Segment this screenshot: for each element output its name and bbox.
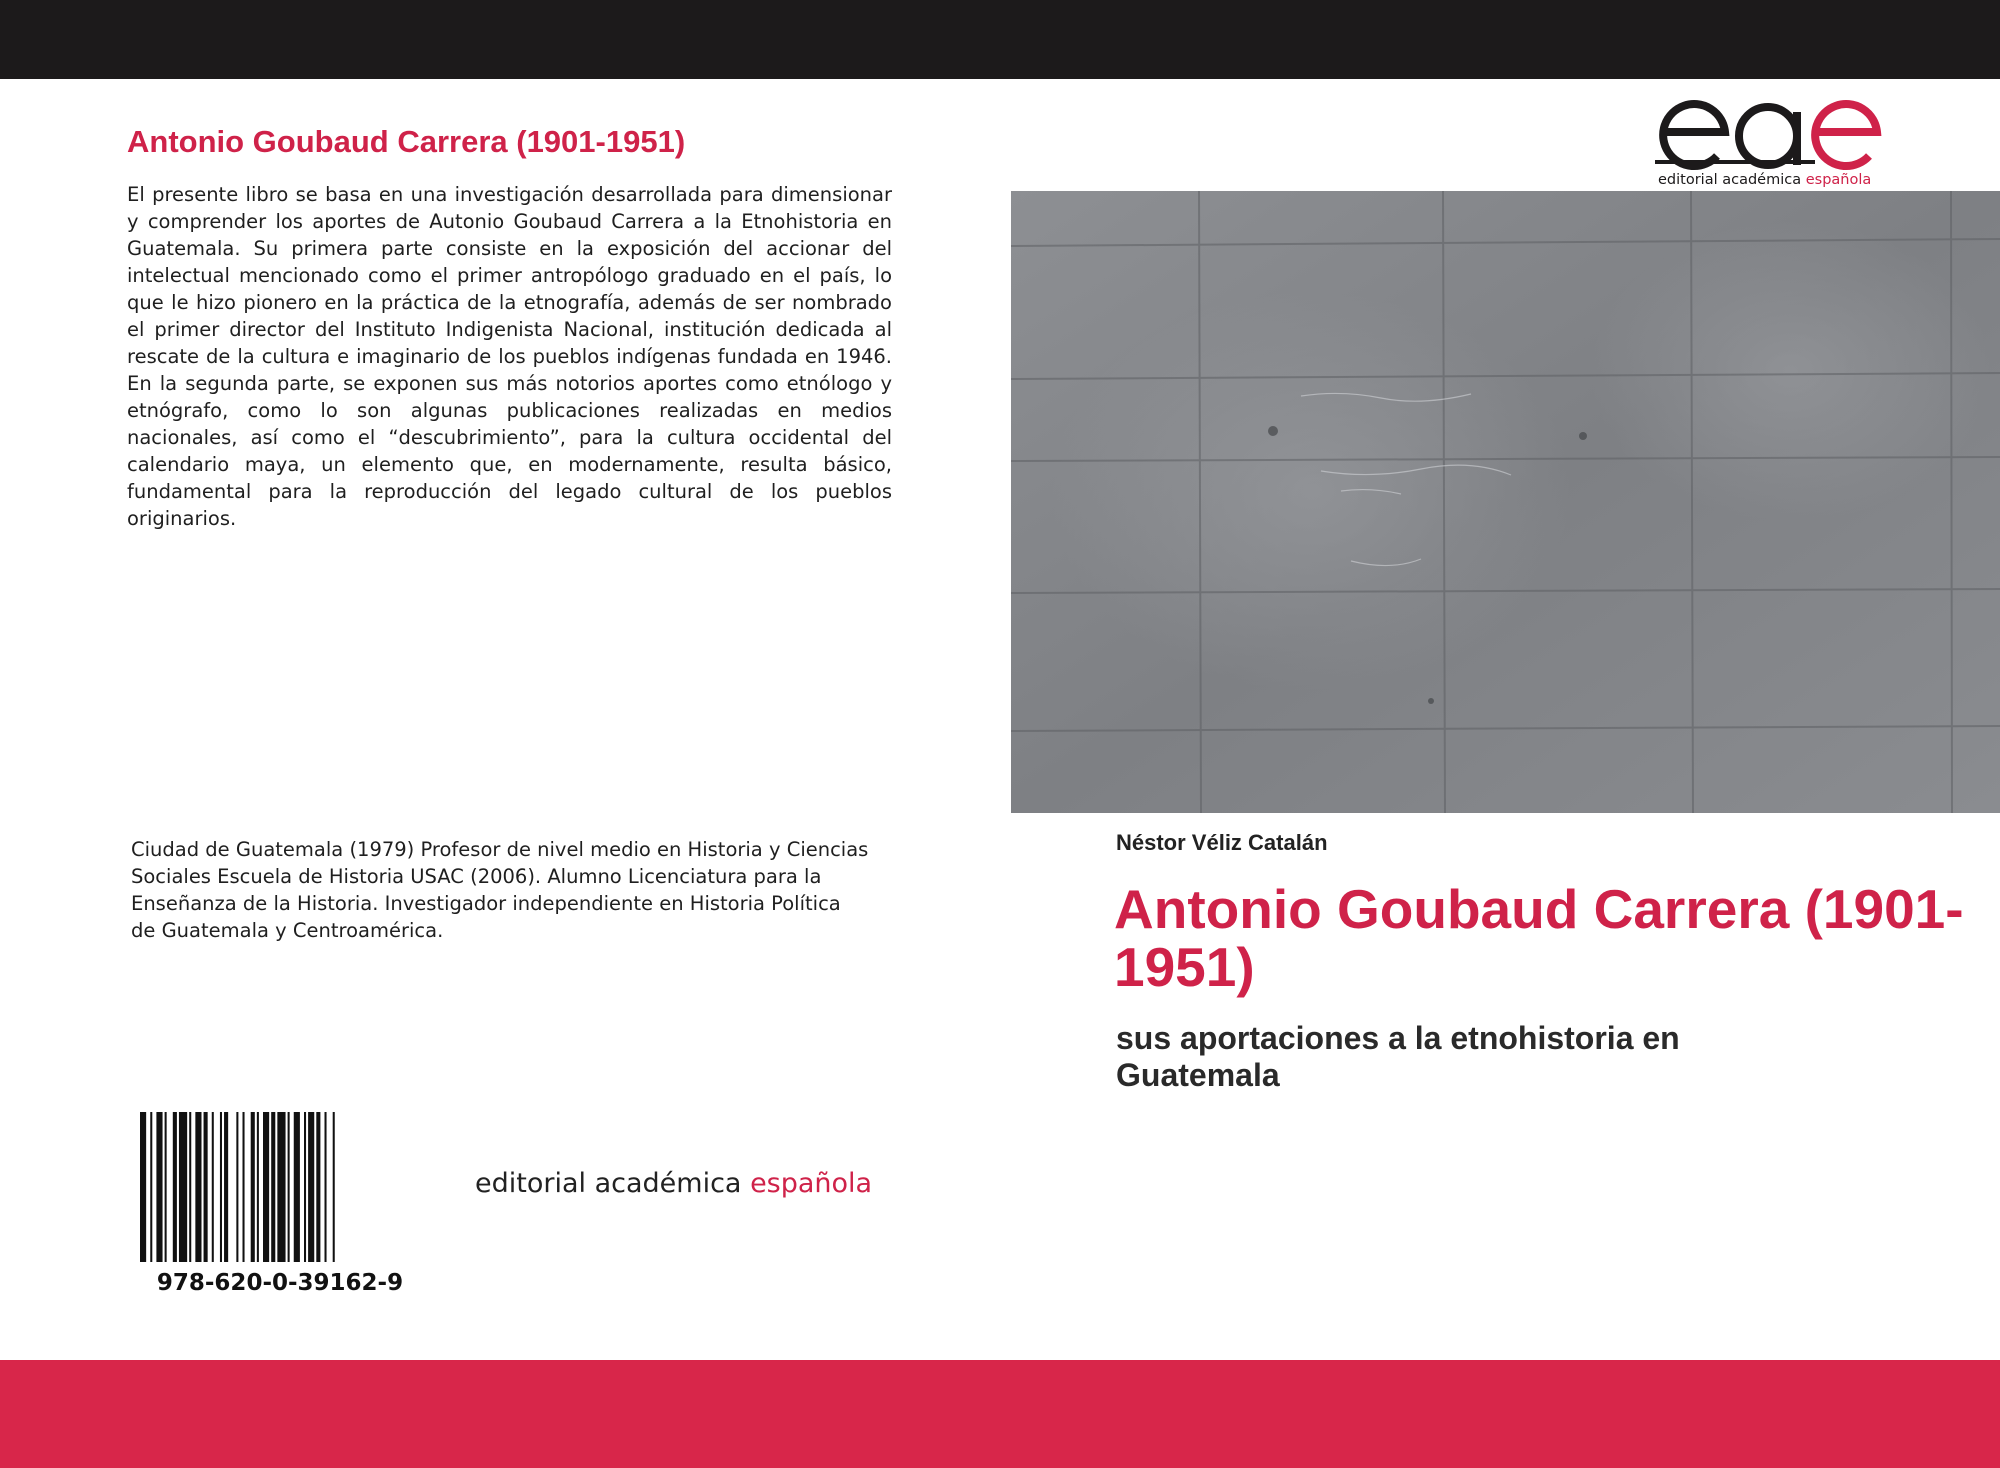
isbn-number: 978-620-0-39162-9: [156, 1270, 404, 1296]
bottom-band: [0, 1360, 2000, 1468]
logo-accent-text: española: [1805, 172, 1872, 188]
logo-caption: [1658, 172, 1888, 188]
publisher-accent-text: española: [750, 1168, 873, 1199]
concrete-wall-image: [1011, 191, 2000, 813]
publisher-main-text: editorial académica: [475, 1168, 742, 1199]
front-cover-title: Antonio Goubaud Carrera (1901-1951): [1114, 878, 1964, 998]
top-band: [0, 0, 2000, 79]
author-bio: Ciudad de Guatemala (1979) Profesor de nivel medio en Historia y Ciencias Sociales Escuela de Historia USAC (2006). Alumno Licenciatura para la Enseñanza de la Historia. Investigador independiente en Historia Política de Guatemala y Centroamérica.: [131, 838, 869, 942]
author-name: Néstor Véliz Catalán: [1116, 830, 1328, 855]
front-cover-subtitle: sus aportaciones a la etnohistoria en Guatemala: [1116, 1020, 1680, 1093]
book-description: El presente libro se basa en una investigación desarrollada para dimensionar y comprender los aportes de Autonio Goubaud Carrera a la Etnohistoria en Guatemala. Su primera parte consiste en la exposición del accionar del intelectual mencionado como el primer antropólogo graduado en el país, lo que le hizo pionero en la práctica de la etnografía, además de ser nombrado el primer director del Instituto Indigenista Nacional, institución dedicada al rescate de la cultura e imaginario de los pueblos indígenas fundada en 1946. En la segunda parte, se exponen sus más notorios aportes como etnólogo y etnógrafo, como lo son algunas publicaciones realizadas en medios nacionales, así como el “descubrimiento”, para la cultura occidental del calendario maya, un elemento que, en modernamente, resulta básico, fundamental para la reproducción del legado cultural de los pueblos originarios.: [127, 183, 892, 530]
logo-main-text: editorial académica: [1658, 172, 1802, 188]
back-cover-title: Antonio Goubaud Carrera (1901-1951): [127, 124, 686, 159]
barcode: [140, 1112, 420, 1262]
back-publisher-name: [475, 1168, 872, 1199]
